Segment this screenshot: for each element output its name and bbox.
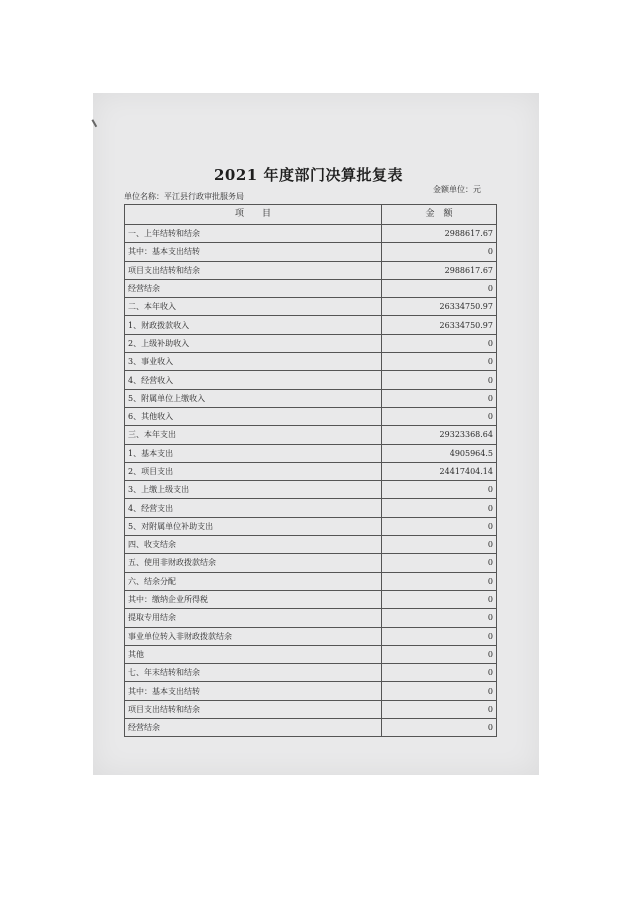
table-row xyxy=(125,499,497,517)
row-label: 项目支出结转和结余 xyxy=(125,261,382,279)
row-label: 提取专用结余 xyxy=(125,609,382,627)
row-label: 5、对附属单位补助支出 xyxy=(125,517,382,535)
row-value: 2988617.67 xyxy=(382,261,497,279)
row-label: 其中：基本支出结转 xyxy=(125,682,382,700)
row-value: 0 xyxy=(382,353,497,371)
row-value: 24417404.14 xyxy=(382,462,497,480)
row-value: 0 xyxy=(382,517,497,535)
row-label: 3、事业收入 xyxy=(125,353,382,371)
row-label: 1、财政拨款收入 xyxy=(125,316,382,334)
row-value: 0 xyxy=(382,627,497,645)
row-value: 0 xyxy=(382,664,497,682)
table-row xyxy=(125,682,497,700)
approval-table xyxy=(124,204,497,737)
table-row xyxy=(125,426,497,444)
table-row xyxy=(125,444,497,462)
table-row xyxy=(125,353,497,371)
table-row xyxy=(125,700,497,718)
row-label: 4、经营支出 xyxy=(125,499,382,517)
row-value: 0 xyxy=(382,407,497,425)
row-label: 2、上级补助收入 xyxy=(125,334,382,352)
row-value: 0 xyxy=(382,371,497,389)
row-label: 二、本年收入 xyxy=(125,298,382,316)
table-row xyxy=(125,279,497,297)
row-label: 项目支出结转和结余 xyxy=(125,700,382,718)
table-row xyxy=(125,334,497,352)
table-row xyxy=(125,243,497,261)
table-row xyxy=(125,719,497,737)
row-value: 0 xyxy=(382,572,497,590)
table-row xyxy=(125,590,497,608)
row-label: 3、上缴上级支出 xyxy=(125,481,382,499)
table-row xyxy=(125,536,497,554)
table-row xyxy=(125,609,497,627)
table-row xyxy=(125,627,497,645)
row-value: 0 xyxy=(382,243,497,261)
row-value: 0 xyxy=(382,499,497,517)
row-value: 0 xyxy=(382,481,497,499)
unit-name: 单位名称：平江县行政审批服务局 xyxy=(124,192,244,201)
row-label: 经营结余 xyxy=(125,719,382,737)
table-row xyxy=(125,517,497,535)
row-value: 0 xyxy=(382,334,497,352)
amount-unit: 金额单位：元 xyxy=(433,185,481,194)
row-label: 其中：基本支出结转 xyxy=(125,243,382,261)
row-label: 1、基本支出 xyxy=(125,444,382,462)
row-label: 4、经营收入 xyxy=(125,371,382,389)
row-label: 七、年末结转和结余 xyxy=(125,664,382,682)
table-row xyxy=(125,481,497,499)
table-row xyxy=(125,554,497,572)
row-label: 五、使用非财政拨款结余 xyxy=(125,554,382,572)
row-value: 0 xyxy=(382,719,497,737)
row-label: 六、结余分配 xyxy=(125,572,382,590)
row-value: 0 xyxy=(382,554,497,572)
table-row xyxy=(125,664,497,682)
row-label: 6、其他收入 xyxy=(125,407,382,425)
table-row xyxy=(125,462,497,480)
row-value: 0 xyxy=(382,536,497,554)
row-label: 2、项目支出 xyxy=(125,462,382,480)
table-row xyxy=(125,572,497,590)
row-value: 4905964.5 xyxy=(382,444,497,462)
table-row xyxy=(125,407,497,425)
table-header-row xyxy=(125,205,497,225)
header-amount: 金 额 xyxy=(382,205,497,225)
row-label: 其他 xyxy=(125,645,382,663)
header-item: 项 目 xyxy=(125,205,382,225)
row-label: 三、本年支出 xyxy=(125,426,382,444)
row-value: 26334750.97 xyxy=(382,298,497,316)
row-value: 2988617.67 xyxy=(382,225,497,243)
table-row xyxy=(125,298,497,316)
row-value: 0 xyxy=(382,700,497,718)
row-value: 0 xyxy=(382,389,497,407)
row-value: 0 xyxy=(382,279,497,297)
row-label: 事业单位转入非财政拨款结余 xyxy=(125,627,382,645)
row-label: 其中：缴纳企业所得税 xyxy=(125,590,382,608)
row-value: 0 xyxy=(382,609,497,627)
table-row xyxy=(125,261,497,279)
table-row xyxy=(125,316,497,334)
row-value: 0 xyxy=(382,590,497,608)
table-row xyxy=(125,389,497,407)
row-value: 29323368.64 xyxy=(382,426,497,444)
page-title: 2021 年度部门决算批复表 xyxy=(214,166,403,184)
row-label: 一、上年结转和结余 xyxy=(125,225,382,243)
row-label: 经营结余 xyxy=(125,279,382,297)
row-label: 四、收支结余 xyxy=(125,536,382,554)
row-value: 0 xyxy=(382,645,497,663)
row-label: 5、附属单位上缴收入 xyxy=(125,389,382,407)
row-value: 26334750.97 xyxy=(382,316,497,334)
table-row xyxy=(125,645,497,663)
table-row xyxy=(125,225,497,243)
row-value: 0 xyxy=(382,682,497,700)
table-row xyxy=(125,371,497,389)
